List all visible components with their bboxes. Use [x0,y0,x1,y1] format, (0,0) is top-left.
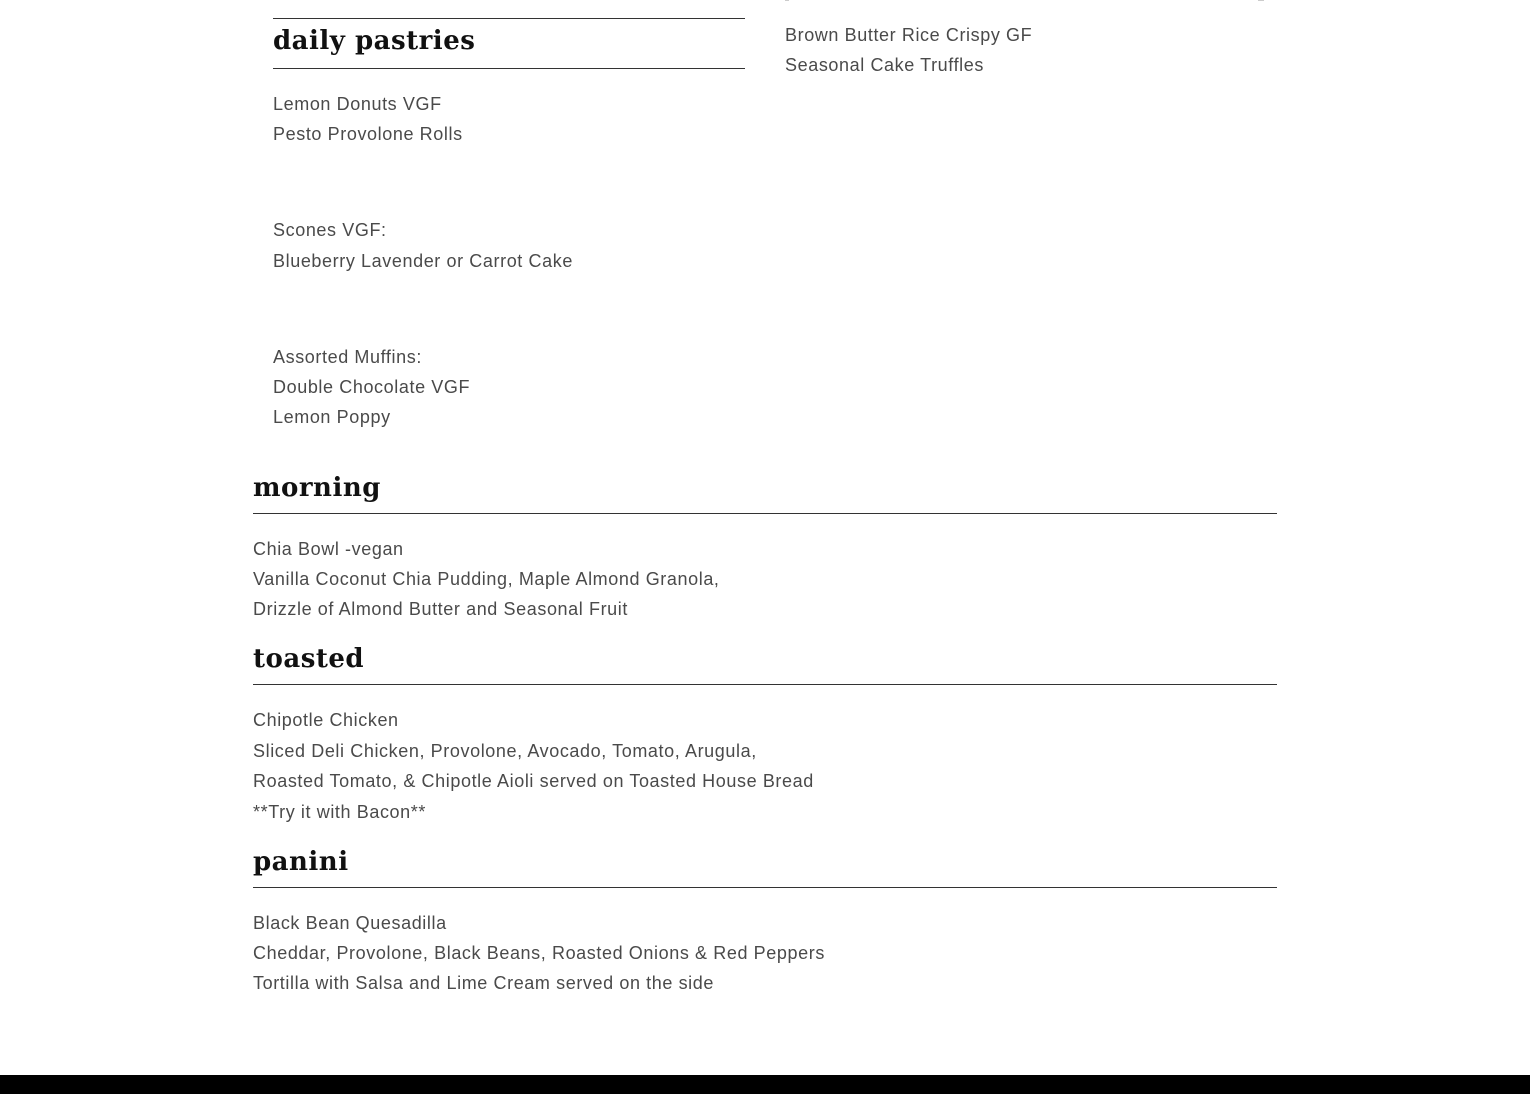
menu-item-name: Chia Bowl -vegan [253,539,404,559]
menu-item-label: Scones VGF: [273,220,387,240]
menu-item: Brown Butter Rice Crispy GF [785,25,1033,45]
section-heading-morning: morning [253,473,381,503]
menu-item-description: Vanilla Coconut Chia Pudding, Maple Almond Granola, [253,569,720,589]
menu-item-note: **Try it with Bacon** [253,802,426,822]
section-divider [253,887,1277,888]
top-edge-fragment [1258,0,1264,1]
menu-item-label: Assorted Muffins: [273,347,422,367]
menu-item-description: Blueberry Lavender or Carrot Cake [273,251,573,271]
section-heading-toasted: toasted [253,644,365,674]
section-divider-top [273,18,745,19]
menu-item-name: Chipotle Chicken [253,710,399,730]
menu-item: Pesto Provolone Rolls [273,124,463,144]
top-edge-fragment [785,0,789,1]
section-divider [253,684,1277,685]
footer-bar [0,1075,1530,1094]
menu-item-description: Sliced Deli Chicken, Provolone, Avocado, Tomato, Arugula, [253,741,757,761]
menu-item-description: Lemon Poppy [273,407,391,427]
section-divider [273,68,745,69]
menu-item-description: Double Chocolate VGF [273,377,471,397]
section-divider [253,513,1277,514]
menu-item: Lemon Donuts VGF [273,94,442,114]
menu-item-description: Cheddar, Provolone, Black Beans, Roasted Onions & Red Peppers [253,943,825,963]
menu-item: Seasonal Cake Truffles [785,55,984,75]
section-heading-daily-pastries: daily pastries [273,26,476,56]
menu-item-description: Roasted Tomato, & Chipotle Aioli served on Toasted House Bread [253,771,814,791]
menu-item-name: Black Bean Quesadilla [253,913,447,933]
menu-item-description: Tortilla with Salsa and Lime Cream served on the side [253,973,715,993]
section-heading-panini: panini [253,847,349,877]
menu-item-description: Drizzle of Almond Butter and Seasonal Fruit [253,599,628,619]
